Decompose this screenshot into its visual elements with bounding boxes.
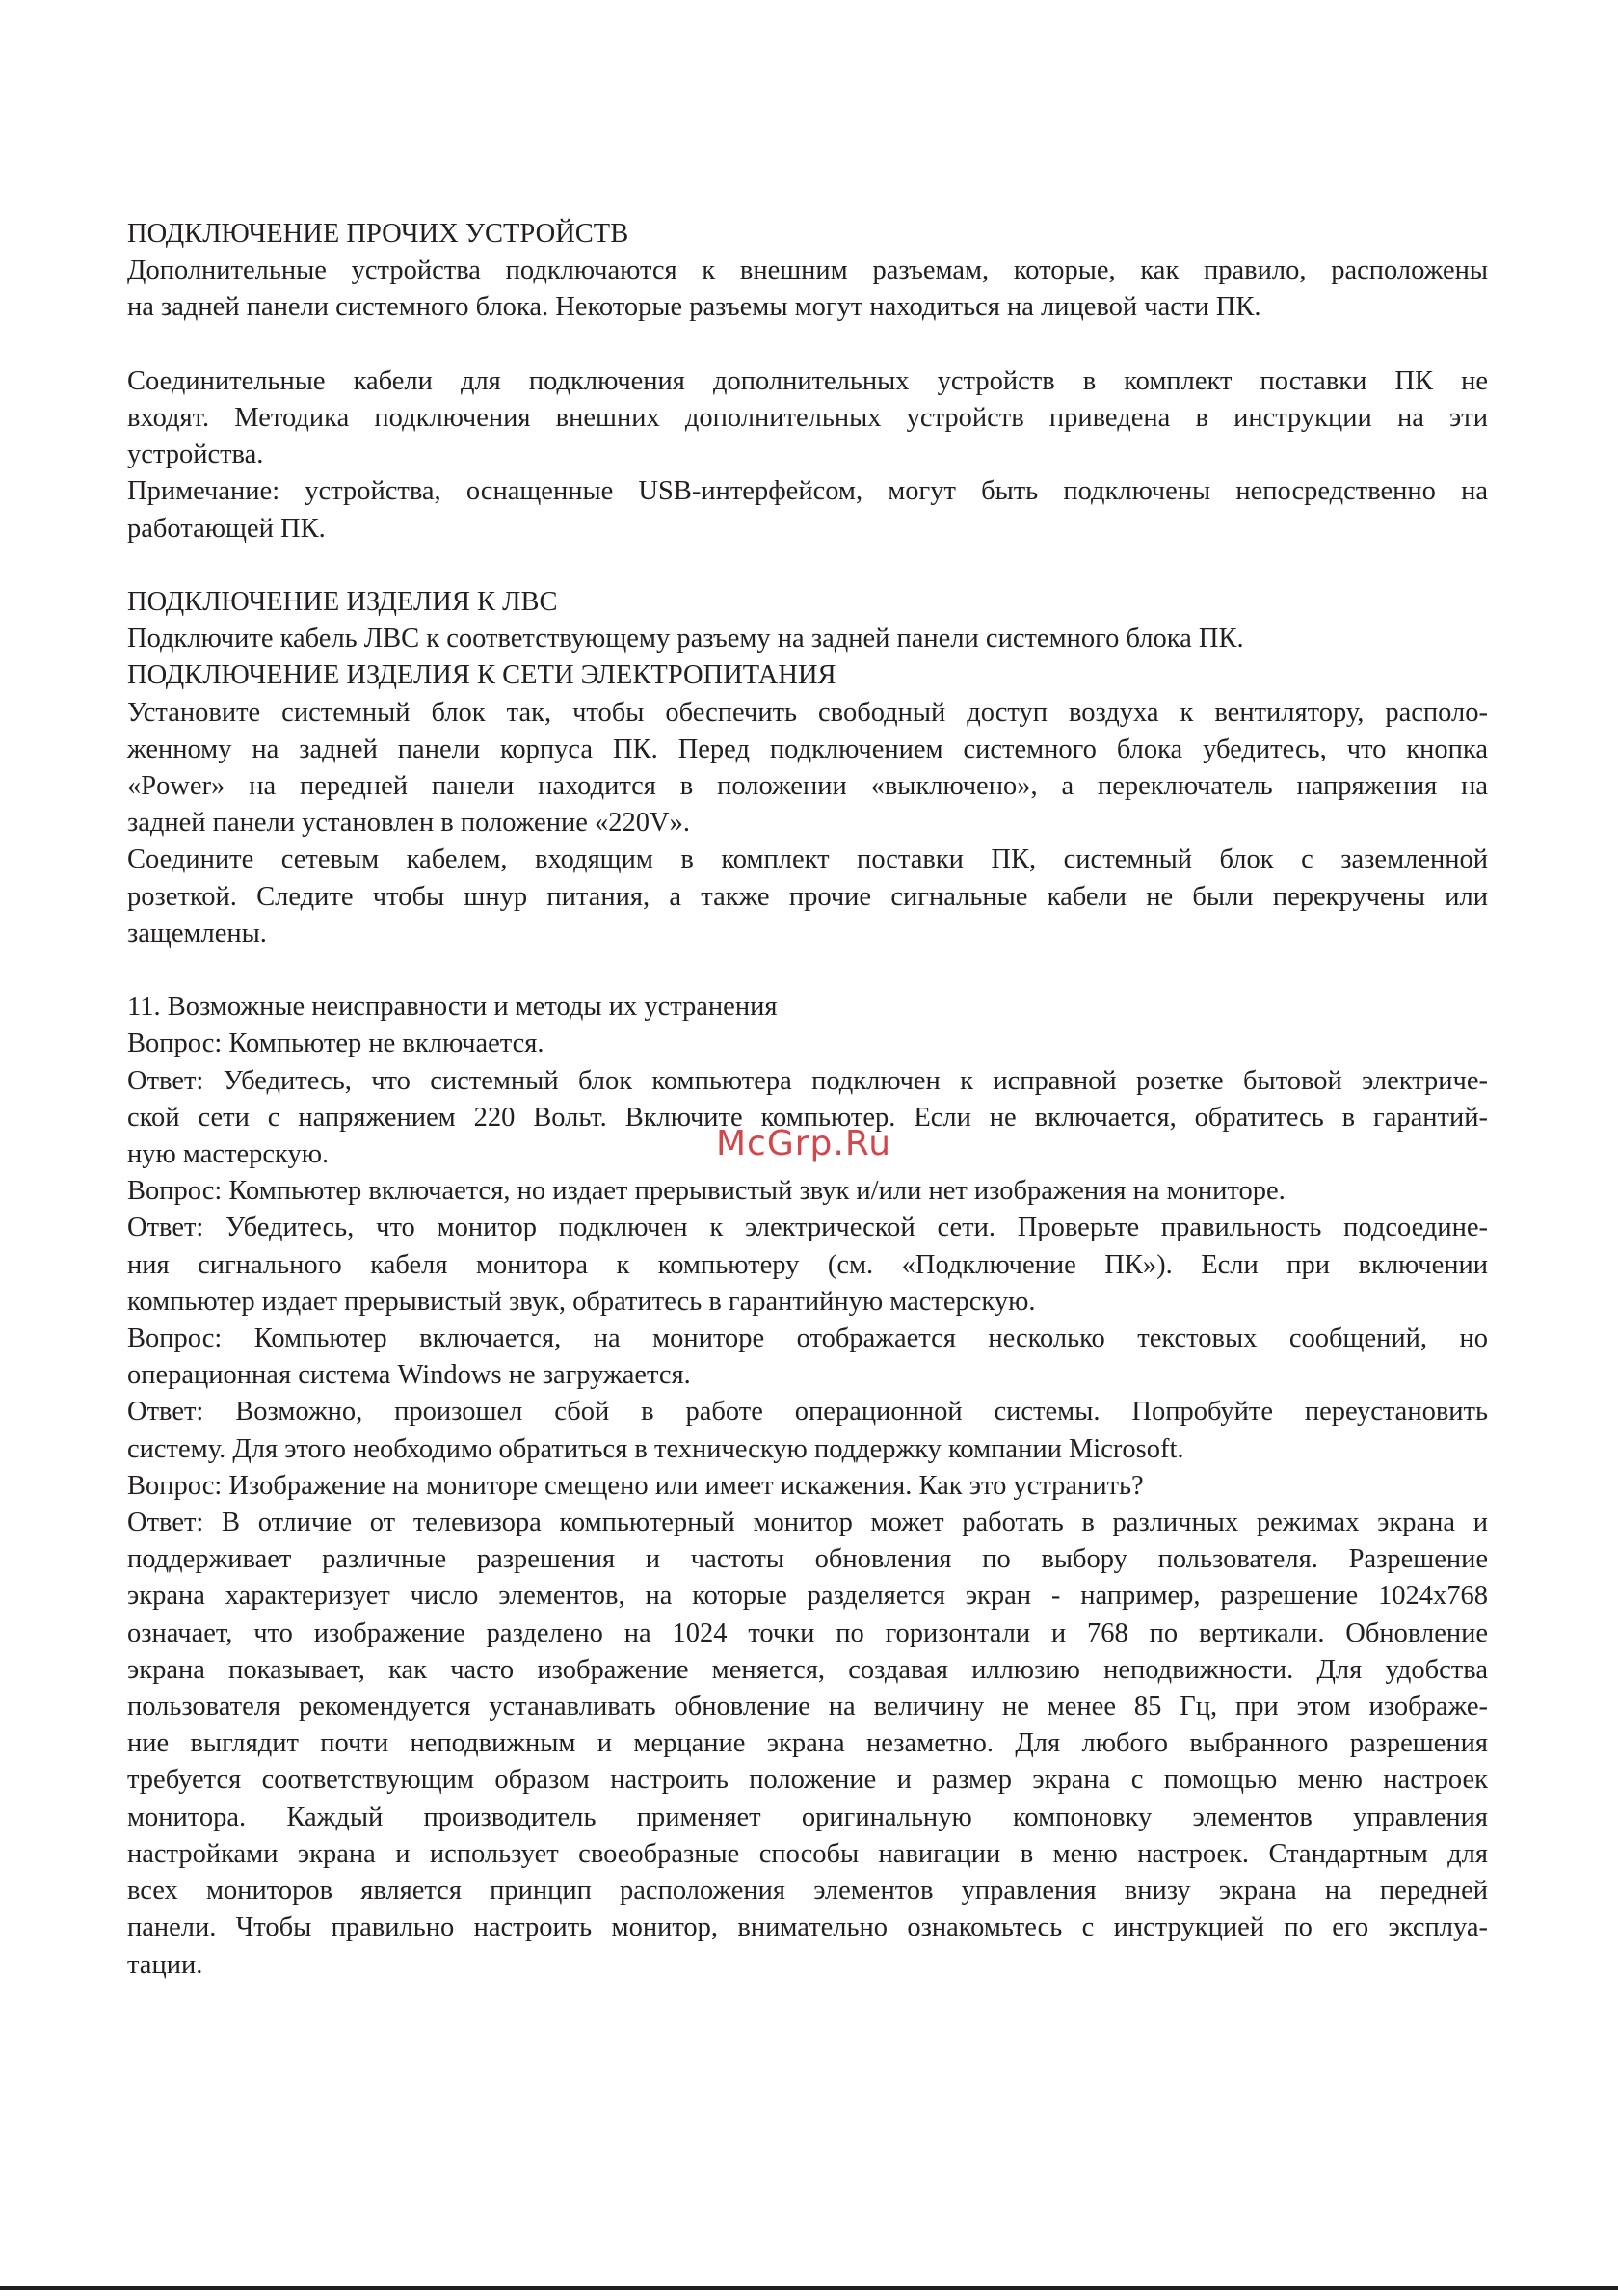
answer-line: означает, что изображение разделено на 1024 точки по горизонтали и 768 по вертикали. Обновление [127, 1617, 1488, 1648]
heading-other-devices: ПОДКЛЮЧЕНИЕ ПРОЧИХ УСТРОЙСТВ [127, 219, 629, 249]
answer-line: ние выглядит почти неподвижным и мерцание экрана незаметно. Для любого выбранного разрешения [127, 1728, 1488, 1759]
answer-line: ской сети с напряжением 220 Вольт. Включите компьютер. Если не включается, обратитесь в гарантий- [127, 1102, 1488, 1133]
text-line: женному на задней панели корпуса ПК. Перед подключением системного блока убедитесь, что кнопка [127, 734, 1488, 764]
answer-line: Ответ: В отличие от телевизора компьютерный монитор может работать в различных режимах экрана и [127, 1508, 1488, 1538]
answer-line: Ответ: Возможно, произошел сбой в работе операционной системы. Попробуйте переустановить [127, 1397, 1488, 1428]
note-line: работающей ПК. [127, 513, 326, 544]
text-line: Соединительные кабели для подключения дополнительных устройств в комплект поставки ПК не [127, 365, 1488, 396]
paragraph-gap [127, 547, 1488, 584]
text-line: Подключите кабель ЛВС к соответствующему разъему на задней панели системного блока ПК. [127, 624, 1244, 654]
answer-line: поддерживает различные разрешения и частоты обновления по выбору пользователя. Разрешение [127, 1544, 1488, 1575]
text-line: задней панели установлен в положение «220V». [127, 808, 690, 839]
answer-line: всех мониторов является принцип расположения элементов управления внизу экрана на передней [127, 1876, 1488, 1907]
answer-line: панели. Чтобы правильно настроить монитор, внимательно ознакомьтесь с инструкцией по его эксплуа- [127, 1912, 1488, 1943]
answer-line: монитора. Каждый производитель применяет оригинальную компоновку элементов управления [127, 1802, 1488, 1832]
answer-line: тации. [127, 1949, 203, 1980]
answer-line: экрана показывает, как часто изображение меняется, создавая иллюзию неподвижности. Для удобства [127, 1654, 1488, 1685]
answer-line: экрана характеризует число элементов, на которые разделяется экран - например, разрешение 1024x768 [127, 1581, 1488, 1612]
text-line: «Power» на передней панели находится в положении «выключено», а переключатель напряжения на [127, 771, 1488, 802]
text-line: Установите системный блок так, чтобы обеспечить свободный доступ воздуха к вентилятору, располо- [127, 697, 1488, 728]
text-line: розеткой. Следите чтобы шнур питания, а также прочие сигнальные кабели не были перекручены или [127, 881, 1488, 912]
question-line: Вопрос: Компьютер включается, но издает прерывистый звук и/или нет изображения на мониторе. [127, 1176, 1286, 1207]
page-bottom-rule [0, 2286, 1618, 2290]
answer-line: компьютер издает прерывистый звук, обратитесь в гарантийную мастерскую. [127, 1286, 1036, 1317]
paragraph-gap [127, 952, 1488, 989]
text-line: защемлены. [127, 918, 267, 948]
question-line: операционная система Windows не загружается. [127, 1360, 691, 1391]
answer-line: систему. Для этого необходимо обратиться в техническую поддержку компании Microsoft. [127, 1433, 1184, 1464]
text-line: Дополнительные устройства подключаются к внешним разъемам, которые, как правило, расположены [127, 255, 1488, 286]
text-line: на задней панели системного блока. Некоторые разъемы могут находиться на лицевой части ПК. [127, 292, 1261, 323]
paragraph-gap [127, 327, 1488, 363]
heading-troubleshooting: 11. Возможные неисправности и методы их устранения [127, 992, 778, 1023]
watermark: McGrp.Ru [716, 1124, 892, 1163]
heading-lan: ПОДКЛЮЧЕНИЕ ИЗДЕЛИЯ К ЛВС [127, 587, 558, 617]
answer-line: ную мастерскую. [127, 1139, 330, 1170]
text-line: Соедините сетевым кабелем, входящим в комплект поставки ПК, системный блок с заземленной [127, 844, 1488, 875]
answer-line: Ответ: Убедитесь, что системный блок компьютера подключен к исправной розетке бытовой электриче- [127, 1065, 1488, 1096]
heading-power: ПОДКЛЮЧЕНИЕ ИЗДЕЛИЯ К СЕТИ ЭЛЕКТРОПИТАНИЯ [127, 660, 836, 691]
answer-line: пользователя рекомендуется устанавливать обновление на величину не менее 85 Гц, при этом изображе- [127, 1692, 1488, 1722]
text-line: устройства. [127, 440, 264, 470]
text-line: входят. Методика подключения внешних дополнительных устройств приведена в инструкции на эти [127, 403, 1488, 433]
question-line: Вопрос: Изображение на мониторе смещено или имеет искажения. Как это устранить? [127, 1470, 1144, 1501]
answer-line: ния сигнального кабеля монитора к компьютеру (см. «Подключение ПК»). Если при включении [127, 1249, 1488, 1280]
answer-line: требуется соответствующим образом настроить положение и размер экрана с помощью меню настроек [127, 1765, 1488, 1796]
question-line: Вопрос: Компьютер включается, на мониторе отображается несколько текстовых сообщений, но [127, 1323, 1488, 1354]
document-page [127, 216, 1488, 1984]
answer-line: Ответ: Убедитесь, что монитор подключен к электрической сети. Проверьте правильность подсоедине- [127, 1213, 1488, 1243]
answer-line: настройками экрана и использует своеобразные способы навигации в меню настроек. Стандартным для [127, 1838, 1488, 1869]
question-line: Вопрос: Компьютер не включается. [127, 1028, 544, 1059]
note-line: Примечание: устройства, оснащенные USB-интерфейсом, могут быть подключены непосредственно на [127, 476, 1488, 507]
